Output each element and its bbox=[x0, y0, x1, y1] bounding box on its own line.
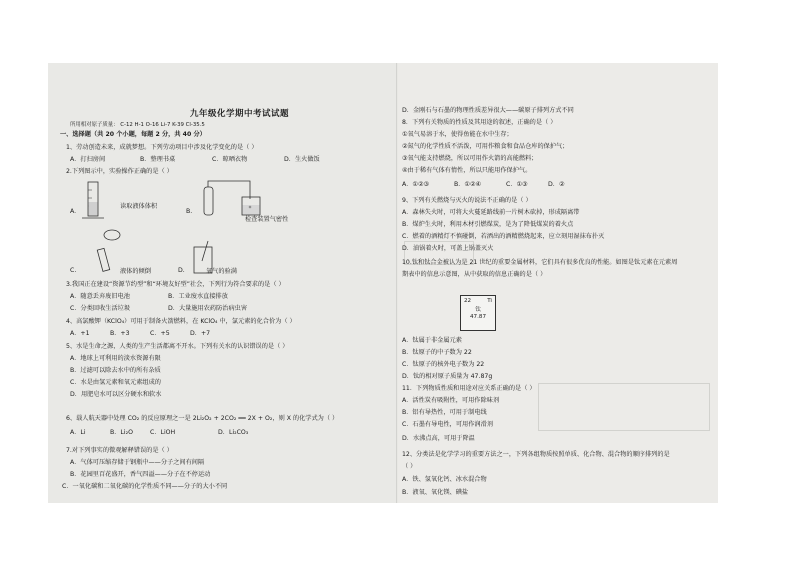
q7-option-c: C．一氧化碳和二氧化碳的化学性质不同——分子的大小不同 bbox=[62, 483, 228, 490]
q10-option-a: A．钛属于非金属元素 bbox=[402, 337, 462, 344]
question-8: 8．下列有关物质的性质及其用途的叙述，正确的是（ ） bbox=[402, 119, 557, 126]
q8-option-c: C．①③ bbox=[506, 181, 528, 188]
q1-option-a: A．打扫房间 bbox=[70, 156, 106, 163]
question-10-cont: 期表中的信息示意图，从中获取的信息正确的是（ ） bbox=[402, 271, 547, 278]
q7-option-b: B．花园里百花盛开，香气四溢——分子在不停运动 bbox=[70, 471, 211, 478]
q4-option-d: D．+7 bbox=[190, 330, 211, 337]
q2-letter-a: A. bbox=[70, 208, 77, 215]
q2-caption-c: 液体的倾倒 bbox=[120, 268, 151, 275]
q9-option-c: C．燃着的酒精灯不慎碰倒，若洒出的酒精燃烧起来，应立刻用湿抹布扑灭 bbox=[402, 233, 605, 240]
q1-option-c: C．晾晒衣物 bbox=[212, 156, 248, 163]
q11-option-a: A．活性炭有吸附性，可用作除味剂 bbox=[402, 397, 500, 404]
question-5: 5、水是生命之源，人类的生产生活都离不开水。下列有关水的认识错误的是（ ） bbox=[66, 343, 289, 350]
q2-caption-a: 读取液体体积 bbox=[120, 203, 158, 210]
q8-item-4: ④由于稀有气体有惰性，所以只能用作保护气。 bbox=[402, 167, 532, 174]
q2-caption-b: 检查装置气密性 bbox=[245, 216, 289, 223]
question-12-cont: （ ） bbox=[402, 463, 417, 470]
q4-option-b: B．+3 bbox=[110, 330, 130, 337]
q6-option-b: B．Li₂O bbox=[110, 429, 133, 436]
q3-option-a: A．随意丢弃废旧电池 bbox=[70, 293, 130, 300]
q10-option-b: B．钛原子的中子数为 22 bbox=[402, 349, 472, 356]
cylinder-figure bbox=[78, 180, 138, 220]
q3-option-c: C．分类回收生活垃圾 bbox=[70, 305, 131, 312]
question-2: 2.下列图示中，实验操作正确的是（ ） bbox=[66, 168, 173, 175]
q5-option-c: C．水是由氢元素和氧元素组成的 bbox=[70, 379, 161, 386]
q7-option-a: A．气体可压缩存储于钢瓶中——分子之间有间隔 bbox=[70, 459, 205, 466]
q7-option-d: D．金刚石与石墨的物理性质差异很大——碳原子排列方式不同 bbox=[402, 107, 574, 114]
q8-item-2: ②氮气的化学性质不活泼，可用作粮食和食品仓库的保护气； bbox=[402, 143, 569, 150]
q12-option-a: A．铁、氢氧化钙、冰水混合物 bbox=[402, 476, 487, 483]
q8-option-d: D．② bbox=[548, 181, 565, 188]
q9-option-b: B．煤炉生火时，利用木材引燃煤炭，是为了降低煤炭的着火点 bbox=[402, 221, 574, 228]
q9-option-d: D．油锅着火时，可盖上锅盖灭火 bbox=[402, 245, 494, 252]
q6-option-c: C．LiOH bbox=[150, 429, 176, 436]
q12-option-b: B．液氧、氧化镁、碘盐 bbox=[402, 489, 469, 496]
pouring-figure bbox=[94, 223, 134, 273]
bleed-through-table bbox=[538, 383, 710, 431]
ti-name: 钛 bbox=[475, 307, 481, 313]
question-11: 11．下列物质性质和用途对应关系正确的是（ ） bbox=[402, 385, 536, 392]
ti-symbol: Ti bbox=[487, 298, 492, 304]
exam-page-left bbox=[48, 63, 398, 503]
titanium-element-card bbox=[460, 295, 496, 331]
q6-option-a: A．Li bbox=[70, 429, 86, 436]
airtight-figure bbox=[198, 179, 268, 219]
ti-atomic-number: 22 bbox=[464, 298, 472, 304]
q11-option-b: B．铝有导热性，可用于制电线 bbox=[402, 409, 487, 416]
q1-option-d: D．生火做饭 bbox=[284, 156, 320, 163]
q5-option-d: D．用肥皂水可以区分硬水和软水 bbox=[70, 391, 162, 398]
q10-option-c: C．钛原子的核外电子数为 22 bbox=[402, 361, 485, 368]
exam-page-right bbox=[398, 63, 718, 503]
q10-option-d: D．钛的相对原子质量为 47.87g bbox=[402, 373, 493, 380]
q8-item-3: ③氧气能支持燃烧，所以可用作火箭的高能燃料； bbox=[402, 155, 538, 162]
section-heading: 一、选择题（共 20 个小题，每题 2 分，共 40 分） bbox=[60, 131, 206, 138]
question-1: 1、劳动创造未来，成就梦想。下列劳动项目中涉及化学变化的是（ ） bbox=[66, 144, 258, 151]
question-4: 4、高氯酸钾（KClO₄）可用于制备火箭燃料，在 KClO₄ 中，氯元素的化合价为（ ） bbox=[66, 318, 296, 325]
q8-item-1: ①氧气易溶于水，使得鱼能在水中生存； bbox=[402, 131, 513, 138]
q11-option-c: C．石墨有导电性，可用作润滑剂 bbox=[402, 421, 493, 428]
atomic-masses: 所用相对原子质量： C-12 H-1 O-16 Li-7 K-39 Cl-35.5 bbox=[70, 122, 205, 128]
q2-letter-d: D. bbox=[178, 267, 185, 274]
q2-letter-b: B. bbox=[186, 208, 193, 215]
q2-caption-d: 氧气的验满 bbox=[206, 268, 237, 275]
q5-option-a: A．地球上可利用的淡水资源有限 bbox=[70, 355, 161, 362]
question-10: 10.钛和钛合金被认为是 21 世纪的重要金属材料，它们具有很多优良的性能。如图是钛元素在元素周 bbox=[402, 259, 678, 266]
q4-option-c: C．+5 bbox=[150, 330, 170, 337]
q2-letter-c: C. bbox=[70, 267, 77, 274]
q3-option-b: B．工业废水直接排放 bbox=[168, 293, 228, 300]
q11-option-d: D．水沸点高，可用于降温 bbox=[402, 435, 475, 442]
q9-option-a: A．森林失火时，可将大火蔓延路线前一片树木砍掉，形成隔离带 bbox=[402, 209, 580, 216]
q8-option-b: B．①②④ bbox=[454, 181, 482, 188]
q5-option-b: B．过滤可以除去水中的所有杂质 bbox=[70, 367, 161, 374]
q8-option-a: A．①②③ bbox=[402, 181, 430, 188]
question-9: 9、下列有关燃烧与灭火的说法不正确的是（ ） bbox=[402, 197, 532, 204]
q3-option-d: D．大量施用农药防治病虫害 bbox=[168, 305, 248, 312]
q4-option-a: A．+1 bbox=[70, 330, 90, 337]
q1-option-b: B．整理书桌 bbox=[140, 156, 176, 163]
question-3: 3.我国正在建设“资源节约型”和“环境友好型”社会，下列行为符合要求的是（ ） bbox=[66, 281, 285, 288]
question-12: 12、分类法是化学学习的重要方法之一，下列各组物质按照单质、化合物、混合物的顺序排列的是 bbox=[402, 451, 670, 458]
ti-mass: 47.87 bbox=[469, 314, 486, 320]
q6-option-d: D．Li₂CO₃ bbox=[218, 429, 249, 436]
question-7: 7.对下列事实的微观解释错误的是（ ） bbox=[66, 447, 173, 454]
question-6: 6、载人航天器中处理 CO₂ 的反应原理之一是 2Li₂O₂ + 2CO₂ ══ 2X + O₂，则 X 的化学式为（ ） bbox=[66, 415, 339, 422]
exam-title: 九年级化学期中考试试题 bbox=[190, 109, 290, 119]
